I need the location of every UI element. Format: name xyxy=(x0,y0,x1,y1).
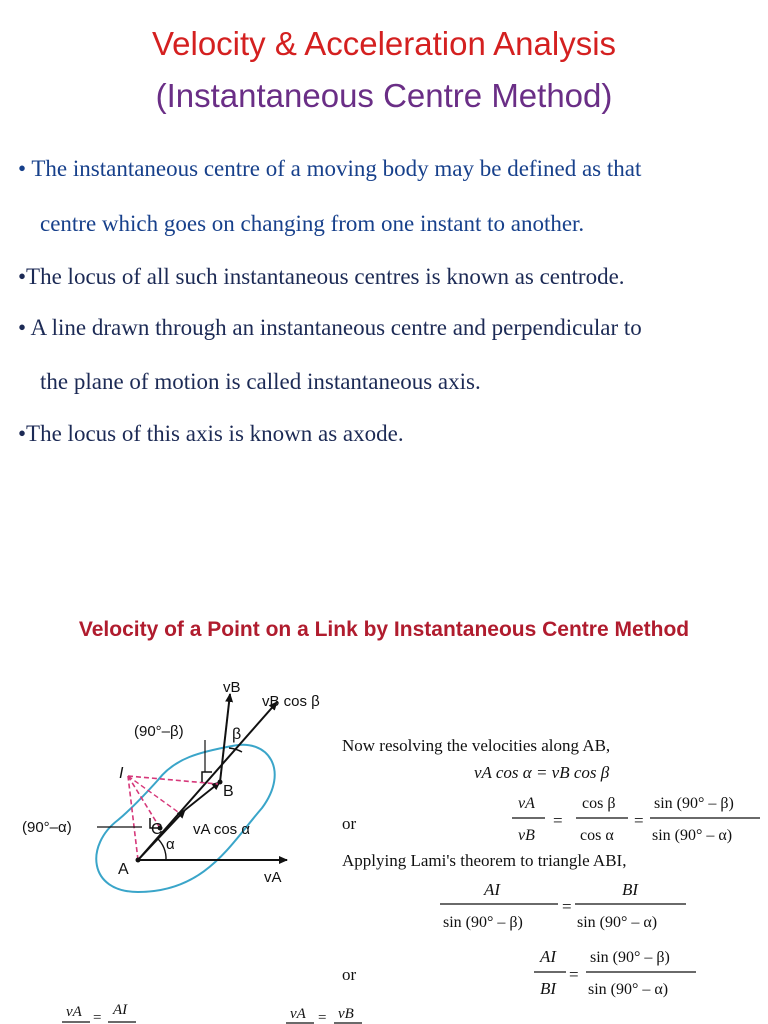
eq-sin-90-alpha-den: sin (90° – α) xyxy=(577,914,658,931)
label-va: vA xyxy=(264,869,282,886)
eq-lami-intro: Applying Lami's theorem to triangle ABI, xyxy=(342,851,627,870)
label-vb: vB xyxy=(223,679,241,696)
eq-or-1: or xyxy=(342,814,357,833)
eq-sin-90-beta: sin (90° – β) xyxy=(654,795,734,812)
eq-equals-3: = xyxy=(562,897,572,916)
vb-arrow xyxy=(220,694,230,782)
eq-bottom-equals-2: = xyxy=(318,1010,327,1024)
eq-equals-2: = xyxy=(634,811,644,830)
bullet-3-line-2: the plane of motion is called instantaneous axis. xyxy=(40,369,481,394)
section-subtitle: Velocity of a Point on a Link by Instantaneous Centre Method xyxy=(78,618,690,641)
bullet-1-line-1: • The instantaneous centre of a moving body may be defined as that xyxy=(18,156,642,181)
eq-ratio-va: vA xyxy=(518,795,535,812)
label-c: C xyxy=(151,821,163,838)
dashed-line-bi xyxy=(128,776,218,784)
label-va-cos-alpha: vA cos α xyxy=(193,821,251,838)
eq-ai: AI xyxy=(484,880,501,899)
bullet-4: •The locus of this axis is known as axode. xyxy=(18,421,404,446)
eq-bi-2: BI xyxy=(540,979,557,998)
label-alpha: α xyxy=(166,836,175,853)
eq-resolve: vA cos α = vB cos β xyxy=(474,763,610,782)
label-90-minus-beta: (90°–β) xyxy=(134,723,184,740)
label-b: B xyxy=(223,783,234,800)
eq-bottom-ai: AI xyxy=(113,1002,128,1018)
bullet-1-line-2: centre which goes on changing from one instant to another. xyxy=(40,211,585,236)
eq-sin-90-beta-den: sin (90° – β) xyxy=(443,914,523,931)
eq-sin-90-beta-2: sin (90° – β) xyxy=(590,949,670,966)
title-line-1: Velocity & Acceleration Analysis xyxy=(151,25,617,62)
eq-resolve-intro: Now resolving the velocities along AB, xyxy=(342,736,611,755)
eq-bottom-va: vA xyxy=(66,1004,82,1020)
eq-equals-1: = xyxy=(553,811,563,830)
eq-sin-90-alpha: sin (90° – α) xyxy=(652,827,733,844)
title-line-2: (Instantaneous Centre Method) xyxy=(155,77,613,114)
eq-ratio-vb: vB xyxy=(518,827,535,844)
point-b xyxy=(218,780,223,785)
bullet-3-line-1: • A line drawn through an instantaneous centre and perpendicular to xyxy=(18,315,642,340)
eq-sin-90-alpha-2: sin (90° – α) xyxy=(588,981,669,998)
eq-bi: BI xyxy=(622,880,639,899)
eq-bottom-va-2: vA xyxy=(290,1006,306,1022)
label-i: I xyxy=(119,765,124,782)
dashed-line-ib xyxy=(128,776,178,812)
bullet-2: •The locus of all such instantaneous centres is known as centrode. xyxy=(18,264,625,289)
alpha-arc xyxy=(157,838,166,860)
eq-equals-4: = xyxy=(569,965,579,984)
label-a: A xyxy=(118,861,129,878)
eq-bottom-equals-1: = xyxy=(93,1010,102,1024)
label-90-minus-alpha: (90°–α) xyxy=(22,819,72,836)
label-vb-cos-beta: vB cos β xyxy=(262,693,320,710)
eq-cos-beta: cos β xyxy=(582,795,616,812)
label-beta: β xyxy=(232,726,242,743)
eq-or-2: or xyxy=(342,965,357,984)
eq-bottom-vb: vB xyxy=(338,1006,354,1022)
eq-ai-2: AI xyxy=(540,947,557,966)
eq-cos-alpha: cos α xyxy=(580,827,614,844)
point-a xyxy=(136,858,141,863)
dashed-line-ai xyxy=(128,776,138,860)
